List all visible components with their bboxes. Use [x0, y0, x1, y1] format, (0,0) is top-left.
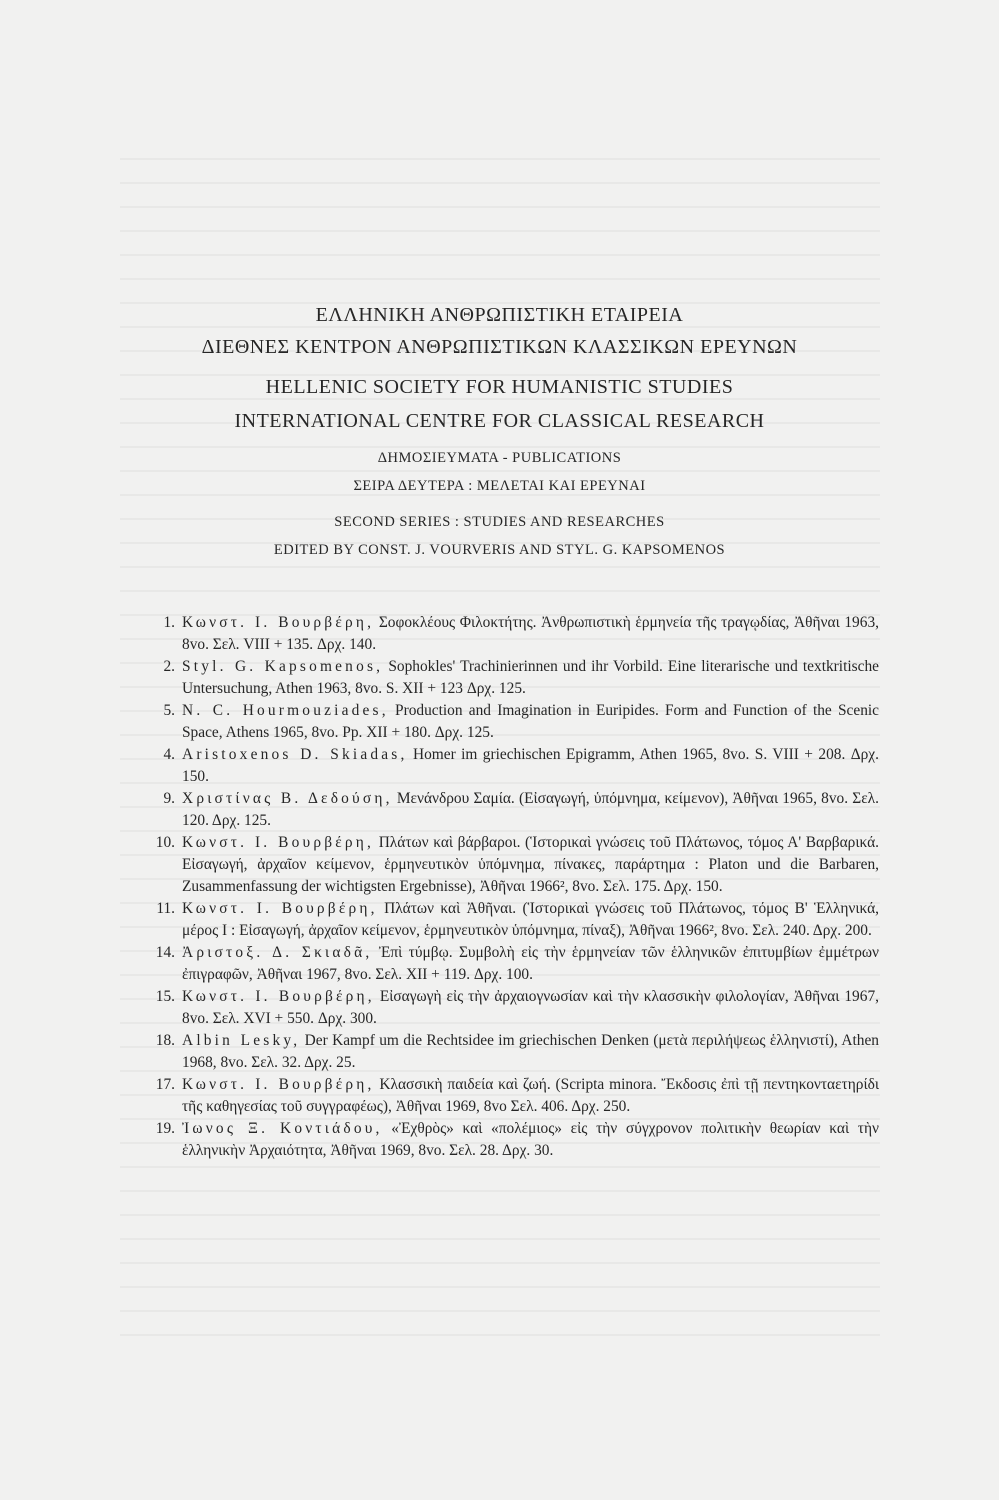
- entry-author: Κωνστ. Ι. Βουρβέρη,: [182, 988, 375, 1005]
- greek-society-name: ΕΛΛΗΝΙΚΗ ΑΝΘΡΩΠΙΣΤΙΚΗ ΕΤΑΙΡΕΙΑ: [315, 304, 684, 326]
- entry-text: Homer im griechischen Epigramm, Athen 1965, 8vo. S. VIII + 208. Δρχ. 150.: [182, 746, 879, 785]
- entry-text: Πλάτων καὶ Ἀθῆναι. (Ἱστορικαὶ γνώσεις τοῦ Πλάτωνος, τόμος Β' Ἑλληνικά, μέρος Ι : Εἰσαγωγή, ἀρχαῖον κείμενον, ἑρμηνευτικὸν ὑπόμνημα, πίναξ), Ἀθῆναι 1966², 8vo. Σελ. 240. Δρχ. 200.: [182, 900, 880, 939]
- entry-text: Production and Imagination in Euripides. Form and Function of the Scenic Space, Athens 1965, 8vo. Pp. XII + 180. Δρχ. 125.: [182, 702, 879, 741]
- entry-author: Κωνστ. Ι. Βουρβέρη,: [182, 900, 378, 917]
- list-item: 1. Κωνστ. Ι. Βουρβέρη, Σοφοκλέους Φιλοκτήτης. Ἀνθρωπιστικὴ ἑρμηνεία τῆς τραγῳδίας, Ἀθῆναι 1963, 8vo. Σελ. VIII + 135. Δρχ. 140.: [163, 614, 879, 653]
- list-item: 14. Ἀριστοξ. Δ. Σκιαδᾶ, Ἐπὶ τύμβῳ. Συμβολὴ εἰς τὴν ἑρμηνείαν τῶν ἑλληνικῶν ἐπιτυμβίων ἐμμέτρων ἐπιγραφῶν, Ἀθῆναι 1967, 8vo. Σελ. XII + 119. Δρχ. 100.: [155, 944, 879, 983]
- entry-text: Εἰσαγωγὴ εἰς τὴν ἀρχαιογνωσίαν καὶ τὴν κλασσικὴν φιλολογίαν, Ἀθῆναι 1967, 8vo. Σελ. XVI + 550. Δρχ. 300.: [182, 988, 879, 1027]
- entry-text: Πλάτων καὶ βάρβαροι. (Ἱστορικαὶ γνώσεις τοῦ Πλάτωνος, τόμος Α' Βαρβαρικά. Εἰσαγωγή, ἀρχαῖον κείμενον, ἑρμηνευτικὸν ὑπόμνημα, πίνακες, παράρτημα : Platon und die Barbaren, Zusammenfassung der wichtigsten Ergebnisse), Ἀθῆναι 1966², 8vo. Σελ. 175. Δρχ. 150.: [182, 834, 879, 895]
- english-society-name: HELLENIC SOCIETY FOR HUMANISTIC STUDIES: [265, 376, 734, 398]
- publication-header: [0, 300, 999, 560]
- entry-text: Ἐπὶ τύμβῳ. Συμβολὴ εἰς τὴν ἑρμηνείαν τῶν ἑλληνικῶν ἐπιτυμβίων ἐμμέτρων ἐπιγραφῶν, Ἀθῆναι 1967, 8vo. Σελ. XII + 119. Δρχ. 100.: [182, 944, 879, 983]
- list-item: 5. N. C. Hourmouziades, Production and Imagination in Euripides. Form and Function of the Scenic Space, Athens 1965, 8vo. Pp. XII + 180. Δρχ. 125.: [163, 702, 879, 741]
- entry-text: «Ἐχθρὸς» καὶ «πολέμιος» εἰς τὴν σύγχρονον πολιτικὴν θεωρίαν καὶ τὴν ἑλληνικὴν Ἀρχαιότητα, Ἀθῆναι 1969, 8vo. Σελ. 28. Δρχ. 30.: [182, 1120, 879, 1159]
- entry-author: Ἀριστοξ. Δ. Σκιαδᾶ,: [182, 944, 373, 961]
- list-item: 10. Κωνστ. Ι. Βουρβέρη, Πλάτων καὶ βάρβαροι. (Ἱστορικαὶ γνώσεις τοῦ Πλάτωνος, τόμος Α' Βαρβαρικά. Εἰσαγωγή, ἀρχαῖον κείμενον, ἑρμηνευτικὸν ὑπόμνημα, πίνακες, παράρτημα : Platon und die Barbaren, Zusammenfassung der wichtigsten Ergebnisse), Ἀθῆναι 1966², 8vo. Σελ. 175. Δρχ. 150.: [155, 834, 879, 895]
- entry-text: Der Kampf um die Rechtsidee im griechischen Denken (μετὰ περιλήψεως ἑλληνιστί), Athen 1968, 8vo. Σελ. 32. Δρχ. 25.: [182, 1032, 880, 1071]
- publication-list: [142, 612, 879, 1162]
- entry-author: Κωνστ. Ι. Βουρβέρη,: [182, 614, 375, 631]
- series-title-english: SECOND SERIES : STUDIES AND RESEARCHES: [334, 514, 665, 530]
- entry-text: Κλασσικὴ παιδεία καὶ ζωή. (Scripta minora. Ἔκδοσις ἐπὶ τῇ πεντηκονταετηρίδι τῆς καθηγεσίας τοῦ συγγραφέως), Ἀθῆναι 1969, 8vo Σελ. 406. Δρχ. 250.: [182, 1076, 880, 1115]
- list-item: 4. Aristoxenos D. Skiadas, Homer im griechischen Epigramm, Athen 1965, 8vo. S. VIII + 208. Δρχ. 150.: [163, 746, 879, 785]
- list-item: 9. Χριστίνας Β. Δεδούση, Μενάνδρου Σαμία. (Εἰσαγωγή, ὑπόμνημα, κείμενον), Ἀθῆναι 1965, 8vo. Σελ. 120. Δρχ. 125.: [163, 790, 879, 829]
- list-item: 19. Ἰωνος Ξ. Κοντιάδου, «Ἐχθρὸς» καὶ «πολέμιος» εἰς τὴν σύγχρονον πολιτικὴν θεωρίαν καὶ τὴν ἑλληνικὴν Ἀρχαιότητα, Ἀθῆναι 1969, 8vo. Σελ. 28. Δρχ. 30.: [155, 1120, 879, 1159]
- entry-author: N. C. Hourmouziades,: [182, 702, 389, 719]
- entry-author: Aristoxenos D. Skiadas,: [182, 746, 408, 763]
- entry-author: Κωνστ. Ι. Βουρβέρη,: [182, 1076, 375, 1093]
- editors-line: EDITED BY CONST. J. VOURVERIS AND STYL. G. KAPSOMENOS: [273, 542, 726, 558]
- list-item: 2. Styl. G. Kapsomenos, Sophokles' Trachinierinnen und ihr Vorbild. Eine literarische und textkritische Untersuchung, Athen 1963, 8vo. S. XII + 123 Δρχ. 125.: [163, 658, 879, 697]
- entry-text: Sophokles' Trachinierinnen und ihr Vorbild. Eine literarische und textkritische Untersuchung, Athen 1963, 8vo. S. XII + 123 Δρχ. 125.: [182, 658, 879, 697]
- entry-text: Μενάνδρου Σαμία. (Εἰσαγωγή, ὑπόμνημα, κείμενον), Ἀθῆναι 1965, 8vo. Σελ. 120. Δρχ. 125.: [182, 790, 879, 829]
- list-item: 17. Κωνστ. Ι. Βουρβέρη, Κλασσικὴ παιδεία καὶ ζωή. (Scripta minora. Ἔκδοσις ἐπὶ τῇ πεντηκονταετηρίδι τῆς καθηγεσίας τοῦ συγγραφέως), Ἀθῆναι 1969, 8vo Σελ. 406. Δρχ. 250.: [155, 1076, 880, 1115]
- english-centre-name: INTERNATIONAL CENTRE FOR CLASSICAL RESEARCH: [234, 410, 765, 432]
- publications-heading: ΔΗΜΟΣΙΕΥΜΑΤΑ - PUBLICATIONS: [377, 450, 622, 466]
- greek-centre-name: ΔΙΕΘΝΕΣ ΚΕΝΤΡΟΝ ΑΝΘΡΩΠΙΣΤΙΚΩΝ ΚΛΑΣΣΙΚΩΝ ΕΡΕΥΝΩΝ: [201, 336, 798, 358]
- list-item: 15. Κωνστ. Ι. Βουρβέρη, Εἰσαγωγὴ εἰς τὴν ἀρχαιογνωσίαν καὶ τὴν κλασσικὴν φιλολογίαν, Ἀθῆναι 1967, 8vo. Σελ. XVI + 550. Δρχ. 300.: [155, 988, 879, 1027]
- entry-author: Ἰωνος Ξ. Κοντιάδου,: [182, 1120, 383, 1137]
- list-item: 11. Κωνστ. Ι. Βουρβέρη, Πλάτων καὶ Ἀθῆναι. (Ἱστορικαὶ γνώσεις τοῦ Πλάτωνος, τόμος Β' Ἑλληνικά, μέρος Ι : Εἰσαγωγή, ἀρχαῖον κείμενον, ἑρμηνευτικὸν ὑπόμνημα, πίναξ), Ἀθῆναι 1966², 8vo. Σελ. 240. Δρχ. 200.: [156, 900, 880, 939]
- entry-author: Χριστίνας Β. Δεδούση,: [182, 790, 393, 807]
- entry-author: Κωνστ. Ι. Βουρβέρη,: [182, 834, 375, 851]
- entry-text: Σοφοκλέους Φιλοκτήτης. Ἀνθρωπιστικὴ ἑρμηνεία τῆς τραγῳδίας, Ἀθῆναι 1963, 8vo. Σελ. VIII + 135. Δρχ. 140.: [182, 614, 879, 653]
- list-item: 18. Albin Lesky, Der Kampf um die Rechtsidee im griechischen Denken (μετὰ περιλήψεως ἑλληνιστί), Athen 1968, 8vo. Σελ. 32. Δρχ. 25.: [155, 1032, 880, 1071]
- entry-author: Albin Lesky,: [182, 1032, 301, 1049]
- series-title-greek: ΣΕΙΡΑ ΔΕΥΤΕΡΑ : ΜΕΛΕΤΑΙ ΚΑΙ ΕΡΕΥΝΑΙ: [353, 478, 646, 494]
- entry-author: Styl. G. Kapsomenos,: [182, 658, 384, 675]
